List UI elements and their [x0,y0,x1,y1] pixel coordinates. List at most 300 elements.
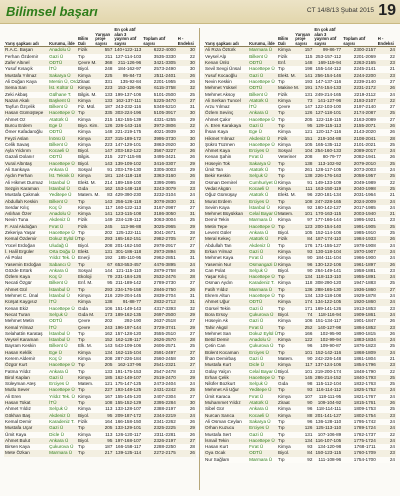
table-cell: 1789-1724 [353,425,376,431]
table-cell: Kürşat Kaygısız [5,299,38,305]
table-cell: 1840-1793 [353,374,376,380]
table-cell: 199-137-106 [115,91,142,97]
table-cell: Fırat Ü [249,324,264,330]
table-cell: 27 [189,437,195,443]
table-cell: 162-115-104 [115,349,142,355]
table-cell: 149 [104,217,113,223]
table-cell: 1795-1742 [353,418,376,424]
table-cell: 253-157-112 [315,53,342,59]
table-cell: 193 [304,78,313,84]
table-cell: 95 [107,280,113,286]
table-cell: Tıp [77,444,85,450]
table-cell: 29 [189,167,195,173]
table-cell: Hasan Keklik [5,349,32,355]
table-cell: 2547-2478 [153,368,176,374]
table-cell: 2073-2003 [353,167,376,173]
table-cell: Ali Eren [5,393,22,399]
table-cell: Gazi Ü [249,355,264,361]
table-cell: 2197-2140 [353,104,376,110]
table-cell: 105 [304,141,313,147]
table-cell: 162-149-107 [115,374,142,380]
table-cell: Kimya [277,406,291,412]
table-cell: Kenan Şahin [205,154,232,160]
table-cell: Mustafa Uçar [5,425,33,431]
table-cell: 215 [104,116,113,122]
table-cell: Fırat Ü [249,255,264,261]
table-cell: 211-189-142 [115,280,142,286]
table-cell: ODTÜ [249,60,263,66]
table-cell: 2155-2071 [353,123,376,128]
table-cell: 24 [389,242,395,248]
table-cell: 219-104-88 [317,135,342,141]
table-cell: Levent Güler [205,230,232,236]
table-cell: 24 [389,91,395,97]
table-cell: 1848-1790 [353,368,376,374]
table-cell: Ali Hikmet Durmaz [5,179,44,185]
table-cell: Tıp [277,274,285,280]
table-cell: 95 [107,412,113,418]
table-cell: Hacettepe Ü [49,387,75,393]
table-cell: 2174-2087 [353,110,376,116]
table-cell: 3421-3305 [153,60,176,66]
table-cell: 126 [304,110,313,116]
table-cell: 2511-2401 [154,72,176,78]
table-cell: 2982-2705 [153,236,176,242]
table-cell: Mutlu Sever [5,387,30,393]
table-cell: 2272-2175 [153,450,176,456]
table-cell: 23 [389,324,395,330]
column-header: H - Endeksi [377,28,396,47]
table-cell: 126 [104,123,113,128]
table-cell: 160-122-113 [115,204,142,210]
table-cell: Yasemin Nur [205,261,232,267]
table-cell: 30 [189,135,195,141]
table-cell: Aydın Ferhan [5,173,33,179]
table-cell: Sezgin Karaman [5,185,39,191]
table-cell: 171 [304,305,313,311]
table-cell: Bilkent Ü [249,53,268,59]
table-cell: 160-142-127 [315,204,342,210]
table-cell: Mustafa Çakmak [5,192,40,198]
table-body-right [204,47,396,463]
table-cell: Elekt. M. [277,72,296,78]
table-cell: 102-95-90 [320,330,342,336]
table-cell: 144 [104,267,113,273]
table-cell: 109-104-92 [317,400,342,406]
table-cell: Erciyes Ü [49,381,69,387]
table-cell: Mehmet Ali Uğur [205,387,239,393]
table-cell: Anadolu Ü [249,337,271,343]
table-cell: Abdullah Tan [205,242,232,248]
table-cell: 2288-2250 [153,444,176,450]
table-cell: Veysel Karaman [5,337,39,343]
table-cell: Hacettepe Ü [249,293,275,299]
table-cell: 91 [307,179,313,185]
table-cell: 116-114-112 [316,387,342,393]
table-cell: Fizik [277,91,288,97]
table-cell: 223 [104,141,113,147]
table-cell: 231-184-126 [115,274,142,280]
table-cell: Mustafa Sert [205,431,232,437]
table-cell: Kimya [277,444,291,450]
table-cell: İnönü Ü [49,135,66,141]
table-cell: Nazan Akalı [5,97,30,103]
table-cell: Zeki Akbaş [5,91,28,97]
table-cell: 5105-3917 [153,110,176,116]
table-cell: Ümit Tan [205,167,224,173]
table-cell: Veteriner [277,154,297,160]
table-cell: 1920-1860 [353,299,376,305]
table-cell: Biyol. [277,311,290,317]
table-cell: 3305-3003 [153,167,176,173]
table-cell: 24 [389,167,395,173]
table-cell: Bayram Keskin [5,343,36,349]
table-cell: 25 [389,185,395,191]
table-cell: Kimya [277,47,291,53]
table-cell: İstanbul Ü [49,330,70,336]
table-cell: ODTÜ [49,154,63,160]
table-cell: Bilkent Ü [49,343,68,349]
table-cell: 2219-2112 [354,91,376,97]
table-cell: 141 [304,72,313,78]
table-cell: 139-109-102 [115,160,142,166]
table-cell: Özgür Kurt [5,362,28,368]
table-cell: Oya Ocak [205,450,226,456]
table-cell: Biyol. [277,267,290,273]
table-cell: 155-152-129 [115,400,142,406]
table-cell: 2163-2089 [353,116,376,122]
table-cell: Ahmet Gül [5,286,27,292]
table-cell: Mete Özkan [5,450,30,456]
table-cell: Muhammet Yıldız [205,400,241,406]
table-cell: Çevre [77,318,91,324]
table-cell: Orta Doğu Ü [49,248,75,254]
table-cell: 205 [104,425,113,431]
table-cell: 91 [107,167,113,173]
table-cell: 2839-2704 [153,293,176,299]
table-cell: Sakarya Ü [249,418,271,424]
table-cell: Ekoloji [77,274,92,280]
table-cell: 2832-2712 [153,299,176,305]
table-cell: ODTÜ [49,318,63,324]
table-cell: 2017-1985 [353,204,376,210]
table-cell: 2344-2219 [153,412,176,418]
table-cell: 1958-1881 [353,267,376,273]
table-cell: 24 [189,381,195,387]
table-cell: 189-162-135 [115,311,142,317]
table-cell: 2846-2750 [153,286,176,292]
table-cell: 118-114-111 [316,406,342,412]
table-cell: Kimya [277,248,291,254]
table-cell: 148 [304,60,313,66]
table-cell: 21 [389,66,395,72]
table-cell: 74 [307,311,313,317]
table-cell: 170-163-115 [315,211,342,217]
table-cell: 23 [389,450,395,456]
table-cell: 108 [304,198,313,204]
table-cell: 22 [389,53,395,59]
table-cell: 118-111-95 [318,393,342,399]
table-cell: Hüseyin Ak [205,318,228,324]
table-cell: 25 [189,343,195,349]
table-cell: Tıp [277,223,285,229]
table-cell: Biyol. [77,412,90,418]
table-cell: İTÜ [49,299,57,305]
table-cell: Fizik [77,47,88,53]
table-cell: Mersin Ü, Ord. [49,78,80,84]
table-cell: 25 [189,217,195,223]
table-cell: 202 [104,230,113,236]
table-cell: 201-162-150 [115,242,142,248]
table-cell: İlhan Demirbaş [205,355,236,361]
table-cell: 2231-2172 [353,85,376,91]
table-cell: Matem. [277,355,294,361]
table-cell: Kimya [277,129,291,135]
table-cell: Hikmet Yılmaz [205,135,235,141]
table-cell: 30 [189,110,195,116]
table-cell: 134-120-98 [317,444,342,450]
table-cell: 2541-2321 [153,362,176,368]
table-cell: 107 [304,393,313,399]
table-cell: 166-158-150 [115,418,142,424]
table-cell: 1815-1761 [353,400,376,406]
table-cell: ODTÜ [249,85,263,91]
table-cell: Koç Ü [49,204,62,210]
table-cell: 3078-2830 [153,198,176,204]
table-cell: 147 [304,104,313,110]
column-header: Yarışan proje sayısı [294,28,313,47]
table-cell: 174-154-133 [315,85,342,91]
column-header: Kurumu, ilde [248,28,277,47]
table-cell: 1978-1908 [353,242,376,248]
table-cell: 2697-2500 [153,311,176,317]
table-cell: 4331-4255 [153,116,176,122]
table-cell: 229-204-145 [115,293,142,299]
table-cell: 2532-2476 [153,274,176,280]
table-cell: Tıp [277,431,285,437]
table-cell: 104 [304,148,313,154]
table-cell: 162 [104,185,113,191]
table-cell: Kimya [277,280,291,286]
table-cell: Ahmet Bulut [5,437,31,443]
table-cell: 203-182-122 [115,148,142,154]
table-cell: Ege Ü [49,349,62,355]
table-cell: Erciyes Ü [249,349,269,355]
table-cell: 181 [104,173,113,179]
table-cell: 152-142-116 [315,349,342,355]
table-cell: R.A.C. Başarı [5,47,34,53]
table-cell: 26 [189,450,195,456]
table-cell: 143 [104,198,113,204]
table-cell: Kimya [77,355,91,361]
table-cell: 1995-1921 [353,217,376,223]
table-cell: Sosyal [77,167,92,173]
table-cell: 108 [104,400,113,406]
table-cell: 2193-2107 [353,97,376,103]
table-cell: Gazi Ü [249,318,264,324]
table-cell: Tıp [77,330,85,336]
table-cell: Ali Osman Ceylan [205,418,242,424]
table-cell: 25 [189,91,195,97]
table-cell: 205 [304,116,313,122]
table-cell: Ankara Ü [49,267,69,273]
table-cell: Kemal Yılmaz [5,324,34,330]
table-cell: 3495-3421 [153,154,176,160]
table-cell: 25 [389,374,395,380]
table-cell: 1991-1905 [353,223,376,229]
table-cell: 143 [104,160,113,166]
table-cell: 31 [189,211,195,217]
table-cell: Koç Ü [49,355,62,361]
table-cell: 24 [389,444,395,450]
column-header: Bilim Dalı [277,28,294,47]
table-cell: Kimya [277,337,291,343]
table-cell: 22 [389,179,395,185]
table-cell: 88 [307,412,313,418]
table-cell: 2431-2242 [153,387,176,393]
table-cell: Dicle Ü [49,431,64,437]
table-cell: Kerem Aldemir [5,355,36,361]
table-cell: 2040-1998 [353,185,376,191]
table-cell: Marmara Ü [249,217,273,223]
table-cell: Gülay Yalçın [205,368,231,374]
table-cell: 147-137-116 [315,78,342,84]
table-cell: Kimya [77,299,91,305]
table-cell: İstanbul Ü [49,286,70,292]
table-cell: 3243-3079 [153,185,176,191]
table-cell: 27 [389,78,395,84]
table-cell: 3363-3160 [153,173,176,179]
table-cell: 134 [304,293,313,299]
table-cell: 80-79-77 [322,154,342,160]
page-number: 19 [378,2,396,19]
table-cell: Gazi Ü [49,374,64,380]
table-cell: Fizik [277,236,288,242]
table-cell: 254-160-133 [315,148,342,154]
table-cell: 2024-2009 [353,198,376,204]
table-cell: 138 [304,173,313,179]
table-cell: 3395-2995 [153,179,176,185]
table-cell: Fırat Ü [49,223,64,229]
table-cell: ODTÜ [49,129,63,135]
table-cell: 26 [189,173,195,179]
table-cell: 3729-3741 [153,324,176,330]
table-cell: 24 [389,387,395,393]
table-cell: 203-178-130 [115,167,142,173]
table-cell: 27 [189,97,195,103]
table-cell: 1947-1883 [353,280,376,286]
table-cell: 237 [104,135,113,141]
table-cell: Karadeniz T. [49,418,75,424]
table-cell: Ekrem Altun [205,293,230,299]
table-cell: Elekt. M. [277,192,296,198]
table-cell: Akdeniz Ü [49,217,71,223]
table-cell: 118-116-94 [318,311,342,317]
table-cell: Yusuf Kısaçık [5,66,33,72]
table-cell: 25 [389,110,395,116]
table-cell: 1760-1709 [353,450,376,456]
table-cell: 1876-1823 [353,343,376,349]
table-cell: 27 [389,286,395,292]
table-cell: 1985-1910 [353,230,376,236]
table-cell: Gökhan Baş [5,412,31,418]
table-cell: 23 [389,217,395,223]
table-cell: 256-126-118 [115,198,142,204]
table-cell: Selçuk Ü [49,406,68,412]
table-cell: 28 [189,337,195,343]
table-cell: Ziraat [77,78,90,84]
table-cell: Ali Serkan Tuncel [205,97,241,103]
table-cell: Kimya [277,299,291,305]
table-cell: 166-158-117 [115,444,142,450]
table-cell: 29 [189,374,195,380]
table-cell: Selçuk Ü [249,267,268,273]
table-cell: 1775-1724 [353,437,376,443]
table-cell: Ahmet Çakır [205,116,231,122]
table-cell: 177-166-144 [315,217,342,223]
table-cell: 122-103-100 [315,104,342,110]
table-cell: 162-128-117 [115,337,142,343]
table-cell: Atatürk Ü [249,400,269,406]
table-cell: Kimya [77,141,91,147]
table-cell: Ankara Ü [249,406,269,412]
table-cell: 96 [307,406,313,412]
column-divider [199,28,200,490]
table-cell: 288-165-130 [315,286,342,292]
table-cell: Sibel Gür [205,406,225,412]
table-cell: 234-176-158 [115,286,142,292]
issue-date: CT 14/8/13 Şubat 2015 [306,7,374,14]
table-cell: 124-118-118 [115,173,142,179]
table-cell: 6222-4000 [153,47,176,53]
table-cell: 301-186-118 [115,248,142,254]
table-cell: Tıp [77,337,85,343]
table-cell: Mehmet Büyükkan [205,211,244,217]
table-cell: 24 [389,47,395,53]
table-cell: 1883-1834 [353,337,376,343]
table-cell: 91-88-77 [122,299,142,305]
table-cell: Can Polat [205,267,226,273]
table-cell: Zekeriya Yaşar [5,230,36,236]
table-cell: Kimya [277,362,291,368]
table-cell: 26 [189,286,195,292]
left-column [4,28,196,492]
table-cell: Hacettepe Ü [49,160,75,166]
table-cell: Demir Tekin [205,217,230,223]
table-cell: 205 [104,362,113,368]
table-cell: Bülent Kocaman [205,349,239,355]
table-cell: Bora Ersoy [205,311,228,317]
table-cell: Tıp [277,437,285,443]
table-cell: İstanbul Ü [49,179,70,185]
table-cell: Atatürk Ü [49,116,69,122]
table-cell: Fizik [77,418,88,424]
table-cell: 3995-3730 [153,135,176,141]
table-cell: 331 [104,78,113,84]
table-cell: Fırat Ü [249,444,264,450]
table-cell: 2637-2518 [153,318,176,324]
table-cell: 31 [189,104,195,110]
table-cell: 90 [307,400,313,406]
table-cell: 27 [189,242,195,248]
table-cell: 140+122-113 [114,47,142,53]
table-cell: 2244-2200 [353,72,376,78]
table-cell: Sakarya Ü [49,72,71,78]
table-cell: 1936-1860 [353,286,376,292]
table-cell: 26 [389,318,395,324]
table-cell: Kimya [77,406,91,412]
column-header: Kurumu, ilde [48,28,77,47]
